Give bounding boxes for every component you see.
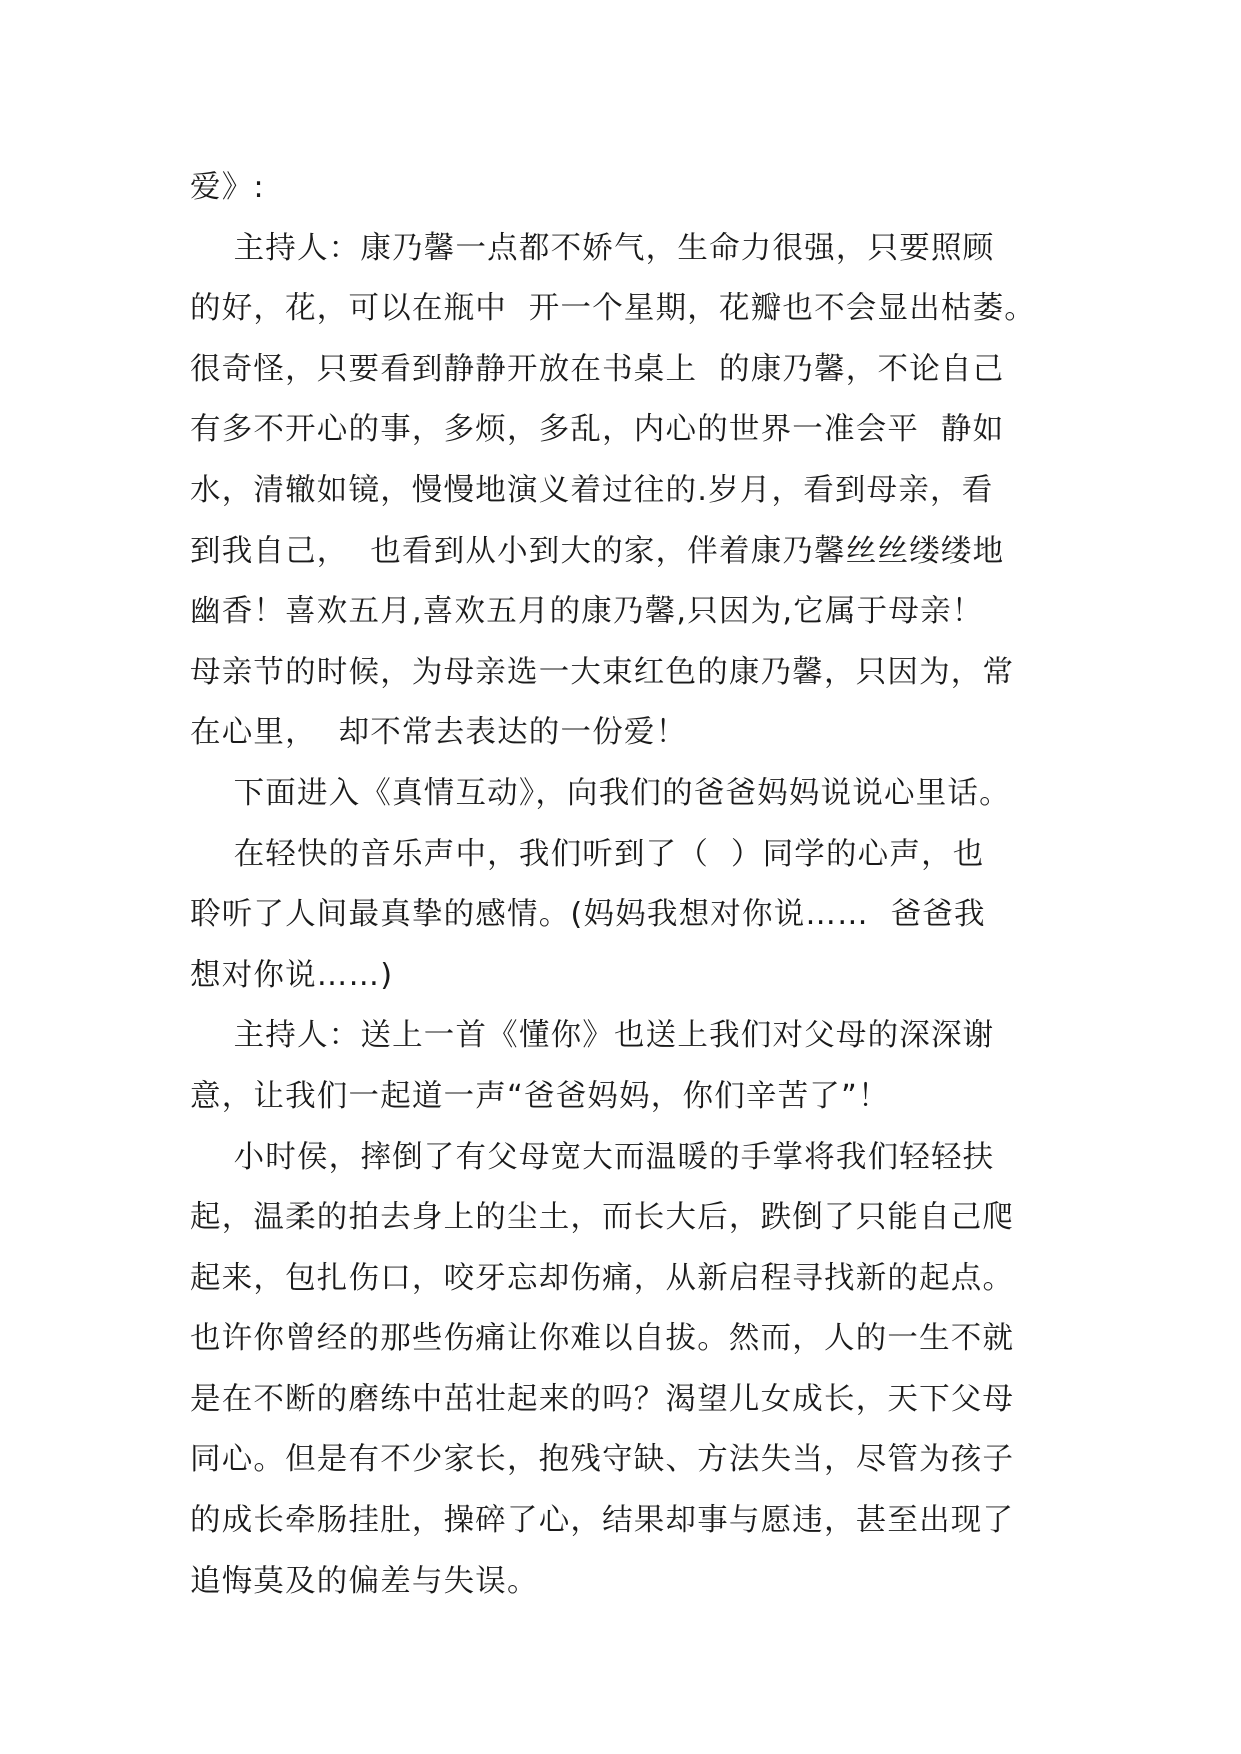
text-line: 是在不断的磨练中茁壮起来的吗？渴望儿女成长，天下父母 bbox=[190, 1381, 1015, 1417]
text-line: 追悔莫及的偏差与失误。 bbox=[190, 1563, 539, 1599]
text-line: 到我自己， 也看到从小到大的家，伴着康乃馨丝丝缕缕地 bbox=[190, 533, 1005, 569]
text-line: 水，清辙如镜，慢慢地演义着过往的.岁月，看到母亲，看 bbox=[190, 472, 994, 508]
text-line: 母亲节的时候，为母亲选一大束红色的康乃馨，只因为，常 bbox=[190, 654, 1015, 690]
text-line: 的好，花，可以在瓶中 开一个星期，花瓣也不会显出枯萎。 bbox=[190, 291, 1036, 327]
text-line: 很奇怪，只要看到静静开放在书桌上 的康乃馨，不论自己 bbox=[190, 351, 1005, 387]
text-line: 爱》: bbox=[190, 170, 265, 205]
text-line: 小时侯，摔倒了有父母宽大而温暖的手掌将我们轻轻扶 bbox=[190, 1139, 995, 1175]
text-line: 主持人：送上一首《懂你》也送上我们对父母的深深谢 bbox=[190, 1018, 995, 1054]
text-line: 在轻快的音乐声中，我们听到了（ ）同学的心声，也 bbox=[190, 836, 985, 872]
text-line: 也许你曾经的那些伤痛让你难以自拔。然而，人的一生不就 bbox=[190, 1321, 1015, 1357]
text-line: 意，让我们一起道一声“爸爸妈妈，你们辛苦了”！ bbox=[190, 1078, 890, 1114]
text-line: 想对你说……) bbox=[190, 957, 394, 993]
text-line: 有多不开心的事，多烦，多乱，内心的世界一准会平 静如 bbox=[190, 412, 1005, 448]
body-text bbox=[190, 158, 1070, 1612]
text-line: 聆听了人间最真挚的感情。(妈妈我想对你说…… 爸爸我 bbox=[190, 897, 986, 933]
text-line: 下面进入《真情互动》，向我们的爸爸妈妈说说心里话。 bbox=[190, 775, 1011, 811]
text-line: 起来，包扎伤口，咬牙忘却伤痛，从新启程寻找新的起点。 bbox=[190, 1260, 1015, 1296]
text-line: 起，温柔的拍去身上的尘土，而长大后，跌倒了只能自己爬 bbox=[190, 1200, 1015, 1236]
text-line: 幽香！喜欢五月,喜欢五月的康乃馨,只因为,它属于母亲！ bbox=[190, 594, 984, 630]
text-line: 的成长牵肠挂肚，操碎了心，结果却事与愿违，甚至出现了 bbox=[190, 1503, 1015, 1539]
text-line: 主持人：康乃馨一点都不娇气，生命力很强，只要照顾 bbox=[190, 230, 995, 266]
text-line: 在心里， 却不常去表达的一份爱！ bbox=[190, 715, 688, 751]
text-line: 同心。但是有不少家长，抱残守缺、方法失当，尽管为孩子 bbox=[190, 1442, 1015, 1478]
